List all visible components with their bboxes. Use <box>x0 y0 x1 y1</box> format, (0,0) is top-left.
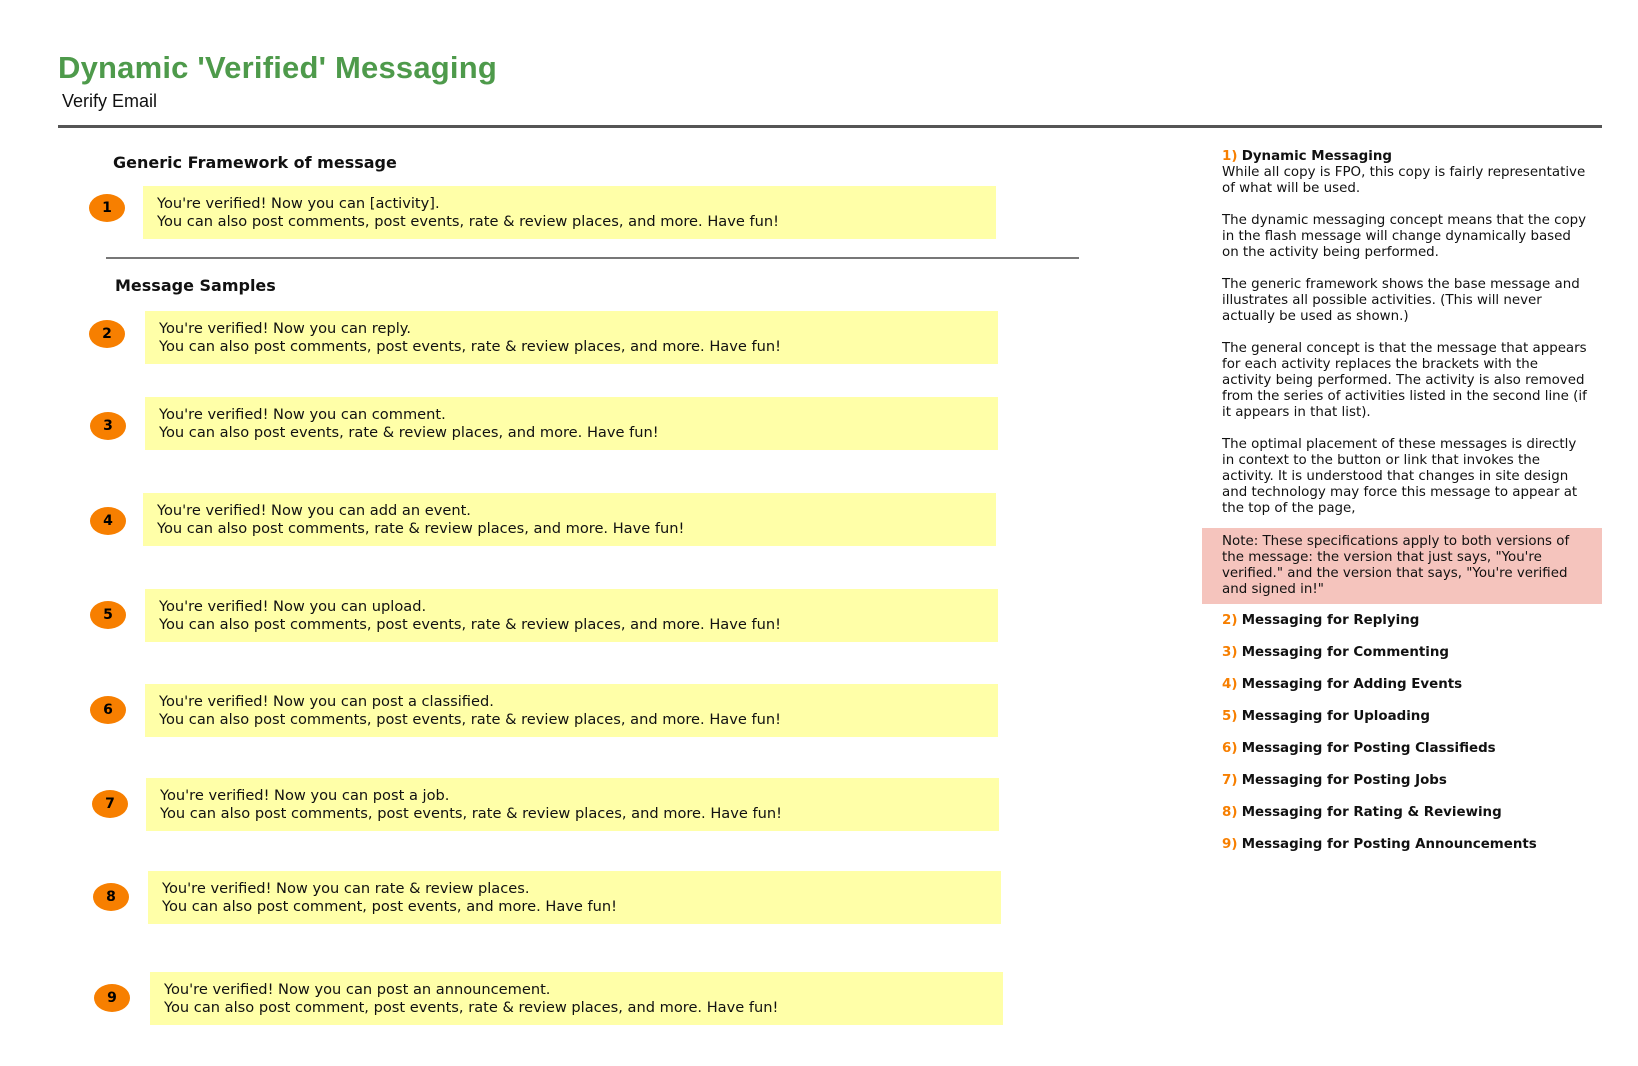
sidebar-number: 2) <box>1222 613 1238 628</box>
section-divider <box>106 257 1079 259</box>
sidebar-number: 1) <box>1222 149 1238 164</box>
number-badge: 6 <box>90 696 126 724</box>
framework-heading: Generic Framework of message <box>113 153 397 172</box>
sidebar-list-item <box>1222 741 1496 757</box>
message-line-2: You can also post events, rate & review places, and more. Have fun! <box>159 424 659 441</box>
sidebar-item-label: Messaging for Uploading <box>1241 709 1430 724</box>
number-badge: 8 <box>93 883 129 911</box>
number-badge: 3 <box>90 412 126 440</box>
sample-message-box <box>145 311 998 364</box>
message-line-1: You're verified! Now you can post a classified. <box>159 693 494 710</box>
sidebar-item-label: Messaging for Replying <box>1241 613 1420 628</box>
number-badge: 9 <box>94 984 130 1012</box>
sidebar-item-label: Messaging for Posting Classifieds <box>1241 741 1496 756</box>
sidebar-list-item <box>1222 709 1430 725</box>
sidebar-item-label: Messaging for Rating & Reviewing <box>1241 805 1502 820</box>
sidebar-number: 9) <box>1222 837 1238 852</box>
message-line-1: You're verified! Now you can post an announcement. <box>164 981 551 998</box>
page-title: Dynamic 'Verified' Messaging <box>58 50 497 85</box>
sample-message-box <box>145 397 998 450</box>
sidebar-number: 3) <box>1222 645 1238 660</box>
sidebar-number: 4) <box>1222 677 1238 692</box>
message-line-2: You can also post comments, post events, rate & review places, and more. Have fun! <box>160 805 782 822</box>
message-line-1: You're verified! Now you can comment. <box>159 406 446 423</box>
number-badge: 5 <box>90 601 126 629</box>
sidebar-number: 8) <box>1222 805 1238 820</box>
sidebar-number: 5) <box>1222 709 1238 724</box>
number-badge: 2 <box>89 320 125 348</box>
sidebar-paragraph: The optimal placement of these messages is directly in context to the button or link that invokes the activity. It is understood that changes in site design and technology may force this message to appear at the top of the page, <box>1222 437 1578 516</box>
sidebar-list-item <box>1222 805 1502 821</box>
number-badge: 4 <box>90 507 126 535</box>
message-line-1: You're verified! Now you can add an event. <box>157 502 471 519</box>
samples-heading: Message Samples <box>115 276 276 295</box>
message-line-2: You can also post comment, post events, rate & review places, and more. Have fun! <box>164 999 779 1016</box>
sidebar-paragraph: The general concept is that the message that appears for each activity replaces the brackets with the activity being performed. The activity is also removed from the series of activities listed in the second line (if it appears in that list). <box>1222 341 1587 420</box>
sidebar-item-label: Messaging for Posting Announcements <box>1241 837 1537 852</box>
sidebar-item-label: Messaging for Posting Jobs <box>1241 773 1447 788</box>
sidebar-heading: Dynamic Messaging <box>1241 149 1392 164</box>
sidebar-list-item <box>1222 613 1419 629</box>
sidebar-item-label: Messaging for Adding Events <box>1241 677 1463 692</box>
message-line-1: You're verified! Now you can [activity]. <box>157 195 440 212</box>
message-line-2: You can also post comments, post events, rate & review places, and more. Have fun! <box>159 338 781 355</box>
header-divider <box>58 125 1602 128</box>
message-line-2: You can also post comments, rate & review places, and more. Have fun! <box>157 520 685 537</box>
page-subtitle: Verify Email <box>62 91 158 111</box>
sample-message-box <box>145 589 998 642</box>
sidebar-list-item <box>1222 773 1447 789</box>
message-line-2: You can also post comments, post events, rate & review places, and more. Have fun! <box>159 616 781 633</box>
sidebar-intro <box>1222 149 1588 517</box>
sidebar-paragraph: The generic framework shows the base message and illustrates all possible activities. (This will never actually be used as shown.) <box>1222 277 1580 324</box>
number-badge: 1 <box>89 194 125 222</box>
sidebar-item-label: Messaging for Commenting <box>1241 645 1449 660</box>
message-line-2: You can also post comments, post events, rate & review places, and more. Have fun! <box>159 711 781 728</box>
sample-message-box <box>145 684 998 737</box>
sidebar-paragraph: The dynamic messaging concept means that the copy in the flash message will change dynamically based on the activity being performed. <box>1222 213 1587 260</box>
message-line-1: You're verified! Now you can reply. <box>159 320 411 337</box>
sample-message-box <box>146 778 999 831</box>
sidebar-list-item <box>1222 677 1462 693</box>
sidebar-number: 7) <box>1222 773 1238 788</box>
message-line-2: You can also post comment, post events, and more. Have fun! <box>162 898 618 915</box>
sidebar-list-item <box>1222 645 1449 661</box>
sidebar-list-item <box>1222 837 1537 853</box>
sample-message-box <box>150 972 1003 1025</box>
sidebar-number: 6) <box>1222 741 1238 756</box>
number-badge: 7 <box>92 790 128 818</box>
message-line-1: You're verified! Now you can post a job. <box>160 787 450 804</box>
framework-message-box <box>143 186 996 239</box>
message-line-2: You can also post comments, post events, rate & review places, and more. Have fun! <box>157 213 779 230</box>
sample-message-box <box>143 493 996 546</box>
message-line-1: You're verified! Now you can upload. <box>159 598 427 615</box>
sample-message-box <box>148 871 1001 924</box>
message-line-1: You're verified! Now you can rate & review places. <box>162 880 530 897</box>
note-box: Note: These specifications apply to both versions of the message: the version that just says, "You're verified." and the version that says, "You're verified and signed in!" <box>1202 528 1602 604</box>
sidebar-paragraph: While all copy is FPO, this copy is fairly representative of what will be used. <box>1222 165 1586 196</box>
